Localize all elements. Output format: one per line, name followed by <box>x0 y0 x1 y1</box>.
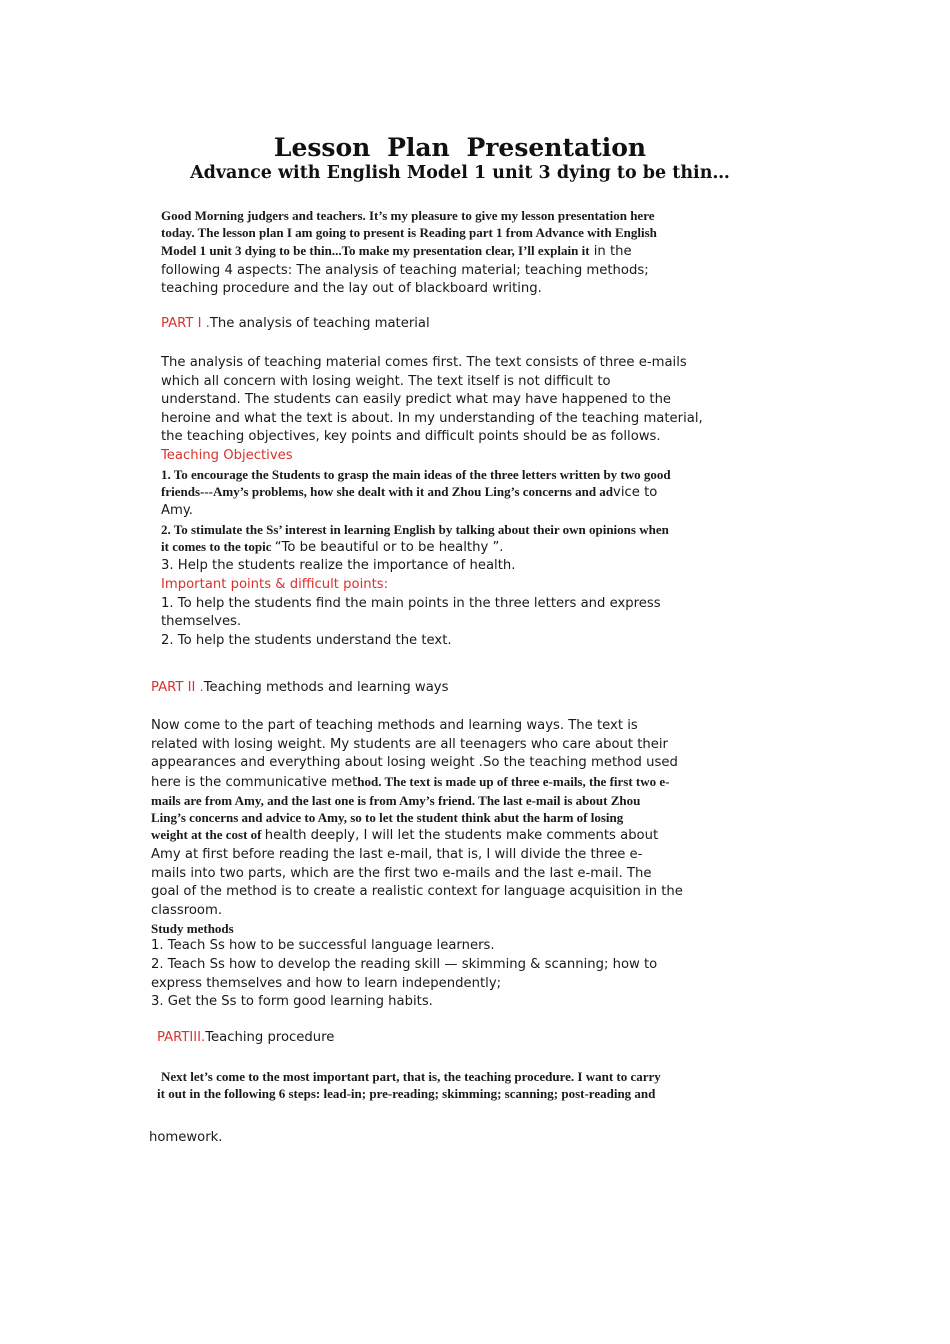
part2-heading <box>151 680 448 695</box>
intro-plain-text: in the <box>589 244 632 259</box>
methods-plain: here is the communicative met <box>151 774 358 790</box>
objective-1-cont <box>161 483 703 503</box>
methods-line: related with losing weight. My students are all teenagers who care about their <box>151 736 668 752</box>
intro-paragraph <box>161 207 657 299</box>
intro-bold-text: Model 1 unit 3 dying to be thin...To make my presentation clear, I’ll explain it <box>161 243 590 258</box>
procedure-line: Next let’s come to the most important part, that is, the teaching procedure. I want to carry <box>161 1069 661 1084</box>
objective-3: 3. Help the students realize the importance of health. <box>161 558 516 574</box>
methods-line: Amy at first before reading the last e-mail, that is, I will divide the three e- <box>151 846 643 862</box>
objective-1-bold: friends---Amy’s problems, how she dealt with it and Zhou Ling’s concerns and ad <box>161 483 614 499</box>
methods-plain: health deeply, I will let the students make comments about <box>264 828 659 844</box>
part1-body <box>161 354 703 650</box>
objective-2-cont <box>161 538 703 558</box>
objective-2-bold: it comes to the topic <box>161 538 275 554</box>
point-1: 1. To help the students find the main points in the three letters and express <box>161 595 661 611</box>
methods-line: mails into two parts, which are the first two e-mails and the last e-mail. The <box>151 865 652 881</box>
analysis-line: heroine and what the text is about. In my understanding of the teaching material, <box>161 410 703 426</box>
part3-title: Teaching procedure <box>205 1030 335 1045</box>
point-2: 2. To help the students understand the text. <box>161 632 452 648</box>
points-heading: Important points & difficult points: <box>161 576 389 592</box>
study-method-1: 1. Teach Ss how to be successful language learners. <box>151 938 495 954</box>
methods-line: Now come to the part of teaching methods and learning ways. The text is <box>151 718 638 733</box>
objective-1-end: Amy. <box>161 503 193 519</box>
objective-2: 2. To stimulate the Ss’ interest in learning English by talking about their own opinions when <box>161 521 669 537</box>
methods-line: mails are from Amy, and the last one is from Amy’s friend. The last e-mail is about Zhou <box>151 793 641 809</box>
objectives-heading: Teaching Objectives <box>161 447 293 463</box>
analysis-line: the teaching objectives, key points and difficult points should be as follows. <box>161 429 661 445</box>
procedure-end: homework. <box>149 1130 223 1145</box>
intro-line <box>161 242 657 262</box>
analysis-line: understand. The students can easily predict what may have happened to the <box>161 392 672 408</box>
procedure-line: it out in the following 6 steps: lead-in; pre-reading; skimming; scanning; post-reading and <box>157 1086 656 1101</box>
intro-line: Good Morning judgers and teachers. It’s my pleasure to give my lesson presentation here <box>161 208 655 223</box>
methods-bold: hod. The text is made up of three e-mails, the first two e- <box>357 773 670 789</box>
study-method-3: 3. Get the Ss to form good learning habits. <box>151 994 433 1010</box>
part3-body <box>157 1068 661 1102</box>
part2-body <box>151 717 683 1012</box>
analysis-line: which all concern with losing weight. The text itself is not difficult to <box>161 373 611 389</box>
document-title: Lesson Plan Presentation <box>273 133 647 162</box>
part2-label: PART II . <box>151 680 204 695</box>
study-method-2-cont: express themselves and how to learn independently; <box>151 975 502 991</box>
intro-line: following 4 aspects: The analysis of teaching material; teaching methods; <box>161 262 649 278</box>
intro-line: teaching procedure and the lay out of blackboard writing. <box>161 281 542 297</box>
part2-title: Teaching methods and learning ways <box>203 680 449 695</box>
methods-line: classroom. <box>151 902 223 918</box>
study-methods-heading: Study methods <box>151 921 234 937</box>
methods-bold: weight at the cost of <box>151 827 265 843</box>
methods-line <box>151 826 683 846</box>
methods-line <box>151 773 683 793</box>
objective-1: 1. To encourage the Students to grasp the main ideas of the three letters written by two good <box>161 466 671 482</box>
part1-title: The analysis of teaching material <box>209 316 430 331</box>
objective-2-plain: “To be beautiful or to be healthy ”. <box>274 539 504 555</box>
part3-heading <box>157 1030 334 1045</box>
part1-heading <box>161 316 430 331</box>
part1-label: PART I . <box>161 316 210 331</box>
methods-line: appearances and everything about losing weight .So the teaching method used <box>151 755 678 771</box>
study-method-2: 2. Teach Ss how to develop the reading skill — skimming & scanning; how to <box>151 956 658 972</box>
intro-line: today. The lesson plan I am going to present is Reading part 1 from Advance with English <box>161 225 657 240</box>
analysis-line: The analysis of teaching material comes first. The text consists of three e-mails <box>161 355 687 370</box>
methods-line: goal of the method is to create a realistic context for language acquisition in the <box>151 884 683 900</box>
objective-1-plain: vice to <box>613 484 658 500</box>
point-1-cont: themselves. <box>161 614 242 630</box>
methods-line: Ling’s concerns and advice to Amy, so to let the student think abut the harm of losing <box>151 810 624 826</box>
document-subtitle: Advance with English Model 1 unit 3 dying to be thin… <box>190 163 730 183</box>
part3-label: PARTIII. <box>157 1030 206 1045</box>
